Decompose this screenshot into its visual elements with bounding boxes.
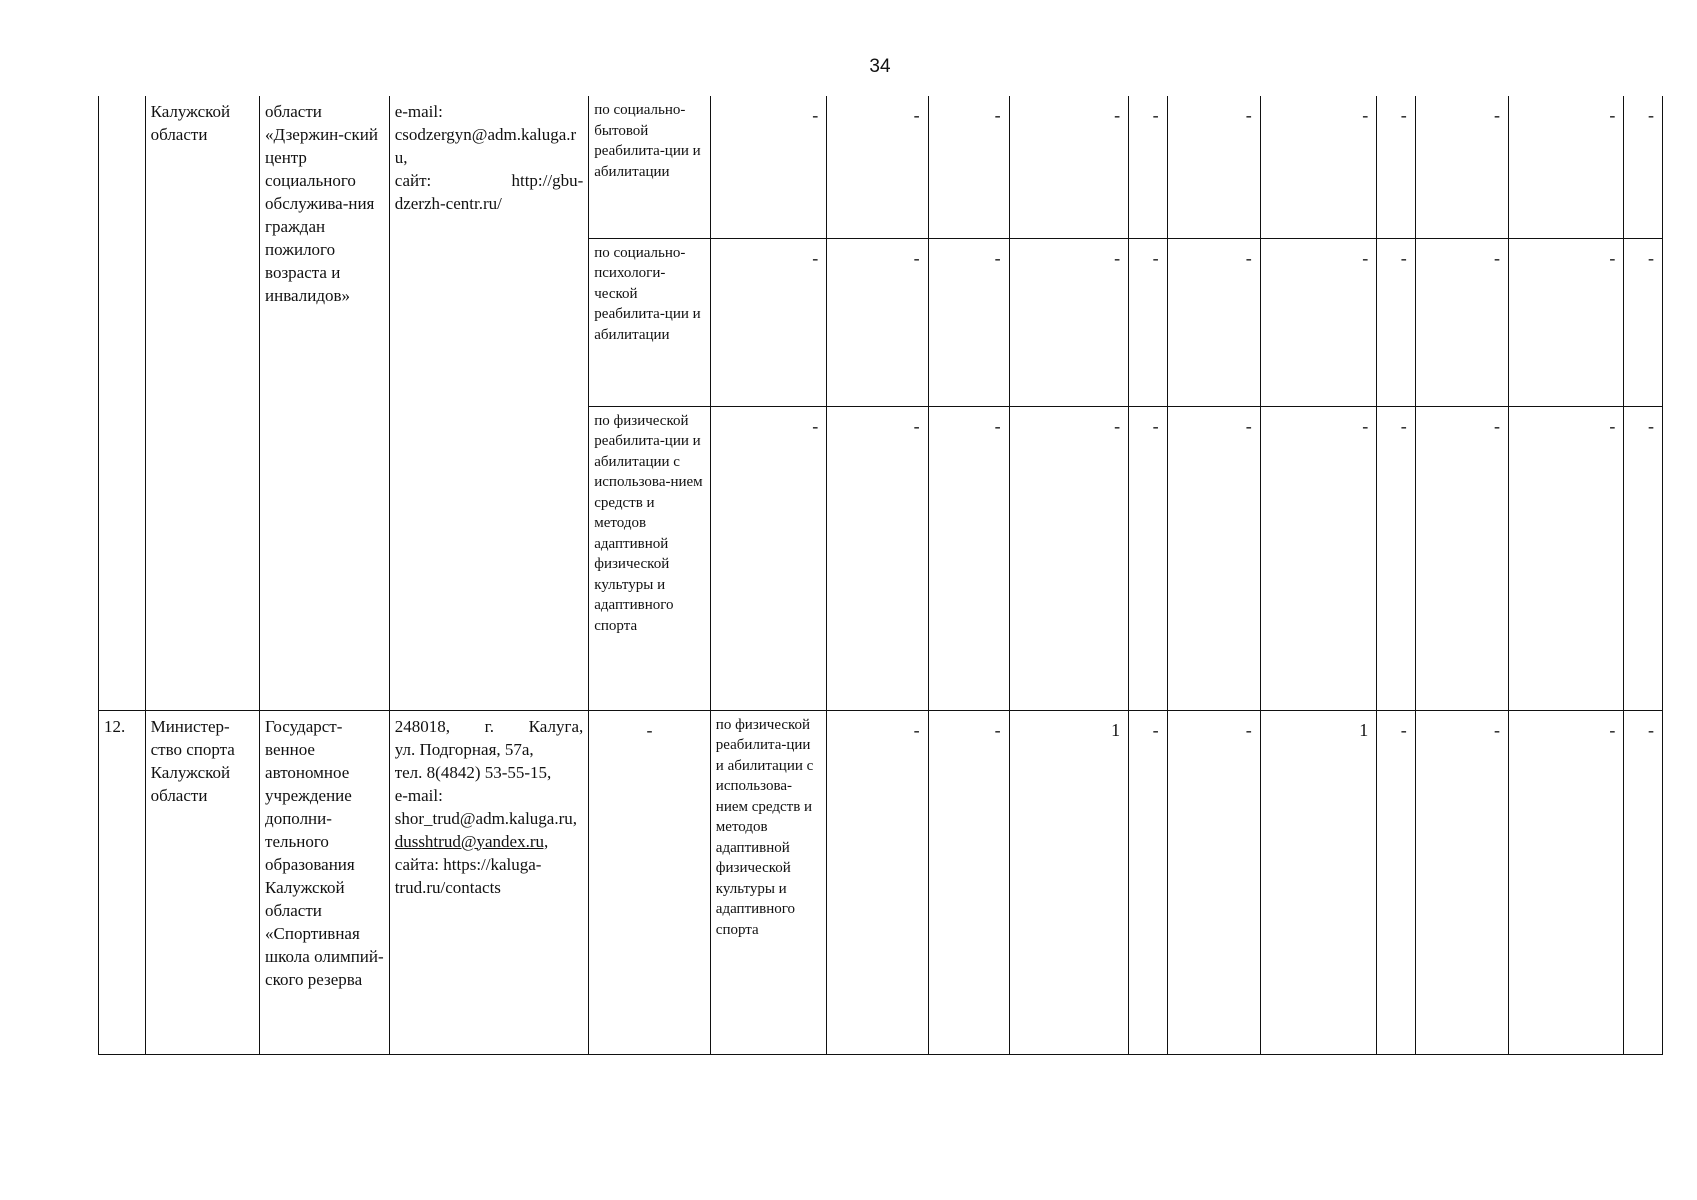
value-cell: - [928,710,1009,1054]
value-cell: - [1167,96,1260,238]
contacts-cell [389,96,589,710]
value-cell: - [827,710,928,1054]
email-link: dusshtrud@yandex.ru, [394,831,549,851]
value-cell: - [710,96,826,238]
service-cell: по социально-бытовой реабилита-ции и абилитации [589,96,711,238]
row-number-cell [99,96,146,710]
table-row [99,96,1663,238]
value-cell: - [1624,406,1663,710]
value-cell: - [1415,238,1508,406]
ministry-cell: Министер-ство спорта Калужской области [145,710,259,1054]
value-cell: - [1129,710,1167,1054]
row-number-cell: 12. [99,710,146,1054]
value-cell: 1 [1260,710,1376,1054]
contact-line: e-mail: [394,102,443,121]
value-cell: - [1009,406,1129,710]
value-cell: - [827,406,928,710]
value-cell: - [1260,406,1376,710]
value-cell: - [710,406,826,710]
value-cell: - [1508,96,1623,238]
service-cell: по социально-психологи-ческой реабилита-ции и абилитации [589,238,711,406]
contact-line: dzerzh-centr.ru/ [394,194,502,213]
contact-line: тел. 8(4842) 53-55-15, [394,762,552,782]
organization-cell: Государст-венное автономное учреждение дополни-тельного образования Калужской области «Спортивная школа олимпий-ского резерва [260,710,390,1054]
value-cell: - [1415,406,1508,710]
value-cell: - [827,96,928,238]
value-cell: - [1624,710,1663,1054]
value-cell: - [1129,406,1167,710]
value-cell: - [710,238,826,406]
value-cell: - [827,238,928,406]
page-number: 34 [869,56,891,77]
contact-line [395,169,584,192]
value-cell: - [1009,238,1129,406]
contact-line: e-mail: [394,785,443,805]
value-cell: - [1377,96,1415,238]
value-cell: - [928,96,1009,238]
value-cell: - [1508,710,1623,1054]
contacts-cell [389,710,589,1054]
contact-line: ул. Подгорная, 57а, [394,739,534,759]
value-cell: - [1508,406,1623,710]
value-cell: - [928,406,1009,710]
value-cell: - [1260,238,1376,406]
contact-label: сайт: [394,171,432,190]
contact-line: сайта: https://kaluga-trud.ru/contacts [394,854,542,897]
value-cell: - [1624,96,1663,238]
value-cell: - [1167,710,1260,1054]
value-cell: - [1129,238,1167,406]
value-cell: - [1415,96,1508,238]
services-table [98,96,1663,1055]
value-cell: 1 [1009,710,1129,1054]
value-cell: - [1377,406,1415,710]
contact-line: csodzergyn@adm.kaluga.ru, [394,125,577,167]
contact-value: http://gbu- [511,171,584,190]
value-cell: - [1415,710,1508,1054]
value-cell: - [1624,238,1663,406]
contact-line: shor_trud@adm.kaluga.ru, [394,808,578,828]
value-cell: - [1129,96,1167,238]
value-cell: - [1260,96,1376,238]
service-cell: по физической реабилита-ции и абилитации с использова-нием средств и методов адаптивной физической культуры и адаптивного спорта [710,710,826,1054]
ministry-cell: Калужской области [145,96,259,710]
empty-service-cell: - [589,710,711,1054]
service-cell: по физической реабилита-ции и абилитации с использова-нием средств и методов адаптивной физической культуры и адаптивного спорта [589,406,711,710]
value-cell: - [1377,710,1415,1054]
value-cell: - [1167,406,1260,710]
value-cell: - [1009,96,1129,238]
value-cell: - [1508,238,1623,406]
table-row [99,710,1663,1054]
contact-line: 248018, г. Калуга, [394,716,584,736]
value-cell: - [1377,238,1415,406]
value-cell: - [928,238,1009,406]
organization-cell: области «Дзержин-ский центр социального обслужива-ния граждан пожилого возраста и инвалидов» [260,96,390,710]
value-cell: - [1167,238,1260,406]
